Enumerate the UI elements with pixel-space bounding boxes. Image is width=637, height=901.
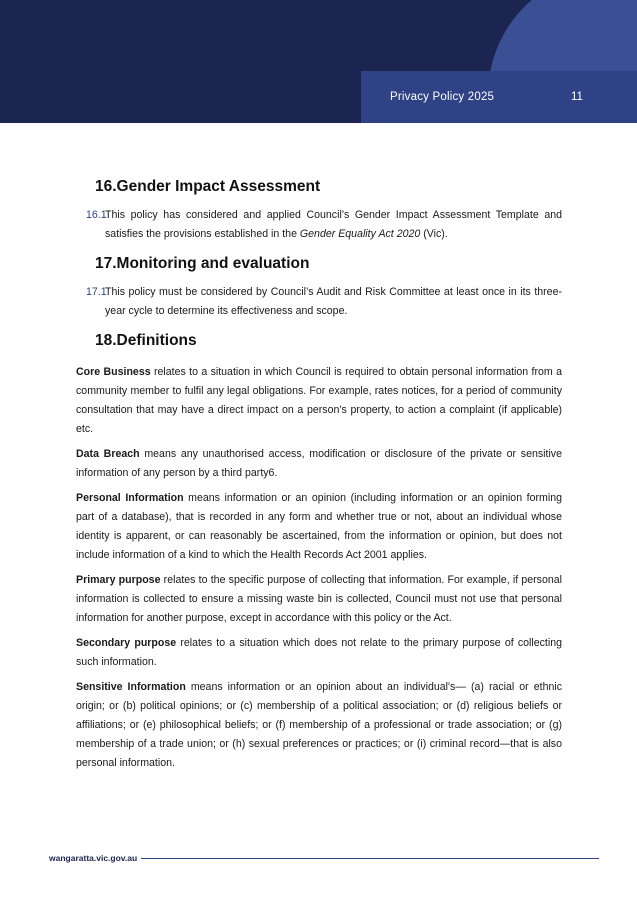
definition-term: Personal Information <box>76 492 184 504</box>
page-content <box>76 178 562 779</box>
definition-core-business <box>76 363 562 439</box>
definition-primary-purpose <box>76 571 562 628</box>
definition-term: Sensitive Information <box>76 681 186 693</box>
definition-personal-information <box>76 489 562 565</box>
definition-term: Secondary purpose <box>76 637 177 649</box>
page-header <box>0 0 637 123</box>
clause-text-part: (Vic). <box>420 228 448 240</box>
definition-term: Core Business <box>76 366 151 378</box>
act-name: Gender Equality Act 2020 <box>299 228 421 240</box>
definition-secondary-purpose <box>76 634 562 672</box>
clause-number: 17.1 <box>86 286 107 298</box>
clause-16-1 <box>76 206 562 244</box>
clause-number: 16.1 <box>86 209 107 221</box>
page-number: 11 <box>571 91 583 103</box>
definition-text: means information or an opinion (including information or an opinion forming part of a database), that is recorded in any form and whether true or not, about an individual whose identity is apparent, or can reasonably be ascertained, from the information or opinion, but does not include information of a kind to which the Health Records Act 2001 applies. <box>76 492 563 561</box>
footer-website-link[interactable]: wangaratta.vic.gov.au <box>49 853 138 863</box>
definition-term: Primary purpose <box>76 574 161 586</box>
clause-text <box>105 206 562 244</box>
document-title: Privacy Policy 2025 <box>390 91 495 103</box>
section-heading-definitions: 18.Definitions <box>95 332 197 349</box>
definition-text: means any unauthorised access, modification or disclosure of the private or sensitive information of any person by a third party6. <box>76 448 562 479</box>
clause-text: This policy must be considered by Council’s Audit and Risk Committee at least once in its three-year cycle to determine its effectiveness and scope. <box>105 286 562 317</box>
definition-text: relates to a situation in which Council is required to obtain personal information from a community member to fulfil any legal obligations. For example, rates notices, for a period of community consultation that may have a direct impact on a person’s property, to action a complaint (if applicable) etc. <box>76 366 562 435</box>
definition-text: relates to a situation which does not relate to the primary purpose of collecting such information. <box>76 637 562 668</box>
clause-17-1 <box>76 283 562 321</box>
section-heading-gender-impact: 16.Gender Impact Assessment <box>95 178 321 195</box>
definition-sensitive-information <box>76 678 562 773</box>
definition-data-breach <box>76 445 562 483</box>
definition-text: means information or an opinion about an individual's— (a) racial or ethnic origin; or (b) political opinions; or (c) membership of a political association; or (d) religious beliefs or affiliations; or (e) philosophical beliefs; or (f) membership of a professional or trade association; or (g) membership of a trade union; or (h) sexual preferences or practices; or (i) criminal record—that is also personal information. <box>76 681 562 769</box>
definition-term: Data Breach <box>76 448 140 460</box>
section-heading-monitoring: 17.Monitoring and evaluation <box>95 255 310 272</box>
definition-text: relates to the specific purpose of collecting that information. For example, if personal information is collected to ensure a missing waste bin is collected, Council must not use that personal information for another purpose, except in accordance with this policy or the Act. <box>76 574 562 624</box>
footer-divider <box>141 858 599 859</box>
clause-text-part: This policy has considered and applied Council’s Gender Impact Assessment Template and satisfies the provisions established in the <box>105 209 562 240</box>
